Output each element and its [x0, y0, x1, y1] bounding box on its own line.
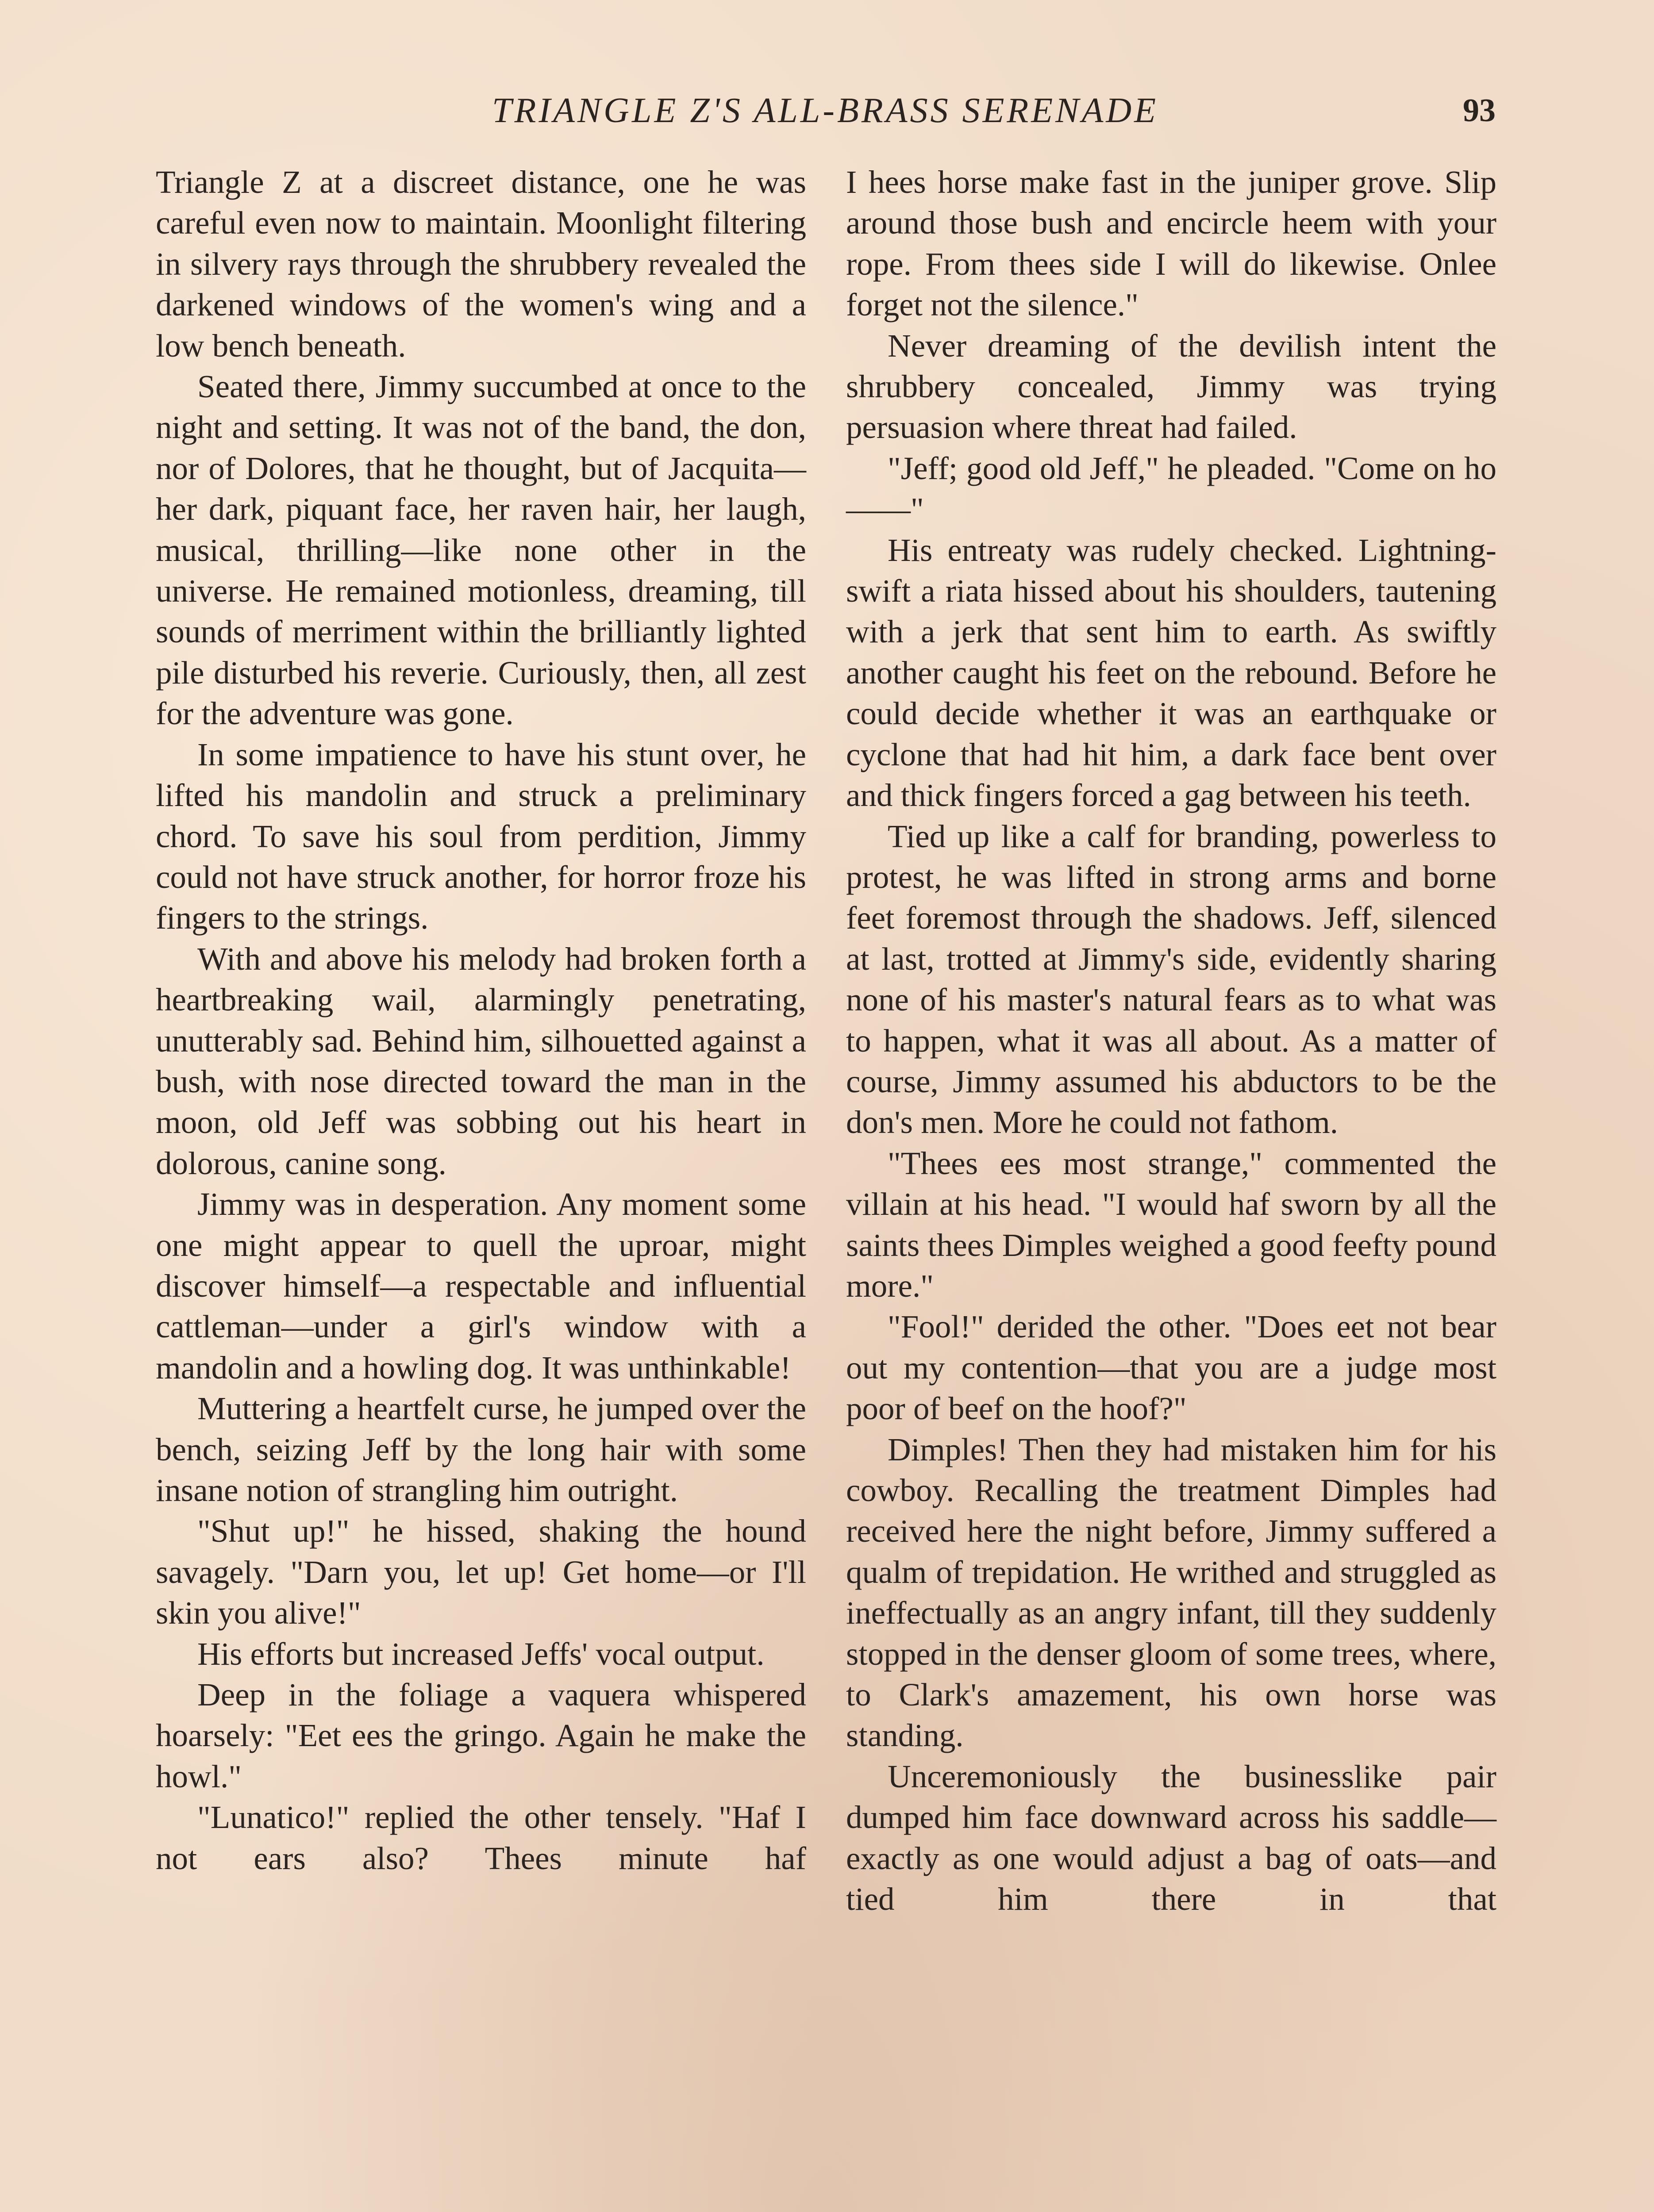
paragraph: I hees horse make fast in the juniper grove. Slip around those bush and encircle heem with your rope. From thees side I will do likewise. Onlee forget not the silence.": [846, 164, 1496, 323]
running-title: TRIANGLE Z'S ALL-BRASS SERENADE: [492, 91, 1159, 130]
paragraph: Seated there, Jimmy succumbed at once to the night and setting. It was not of the band, the don, nor of Dolores, that he thought, but of Jacquita—her dark, piquant face, her raven hair, her laugh, musical, thrilling—like none other in the universe. He remained motionless, dreaming, till sounds of merriment within the brilliantly lighted pile disturbed his reverie. Curiously, then, all zest for the adventure was gone.: [156, 369, 806, 732]
paragraph: Triangle Z at a discreet distance, one he was careful even now to maintain. Moonlight filtering in silvery rays through the shrubbery revealed the darkened windows of the women's wing and a low bench beneath.: [156, 164, 806, 364]
page-number: 93: [1463, 92, 1496, 129]
left-column: [156, 162, 806, 1879]
paragraph: His entreaty was rudely checked. Lightning-swift a riata hissed about his shoulders, tautening with a jerk that sent him to earth. As swiftly another caught his feet on the rebound. Before he could decide whether it was an earthquake or cyclone that had hit him, a dark face bent over and thick fingers forced a gag between his teeth.: [846, 532, 1496, 814]
paragraph: Muttering a heartfelt curse, he jumped over the bench, seizing Jeff by the long hair with some insane notion of strangling him outright.: [156, 1390, 806, 1508]
paragraph: His efforts but increased Jeffs' vocal output.: [197, 1636, 765, 1672]
paragraph: Deep in the foliage a vaquera whispered hoarsely: "Eet ees the gringo. Again he make the howl.": [156, 1677, 806, 1794]
paragraph: "Shut up!" he hissed, shaking the hound savagely. "Darn you, let up! Get home—or I'll skin you alive!": [156, 1513, 806, 1631]
paragraph: Tied up like a calf for branding, powerless to protest, he was lifted in strong arms and borne feet foremost through the shadows. Jeff, silenced at last, trotted at Jimmy's side, evidently sharing none of his master's natural fears as to what was to happen, what it was all about. As a matter of course, Jimmy assumed his abductors to be the don's men. More he could not fathom.: [846, 818, 1496, 1141]
paragraph: "Lunatico!" replied the other tensely. "Haf I not ears also? Thees minute haf: [156, 1799, 806, 1876]
paragraph: "Fool!" derided the other. "Does eet not bear out my contention—that you are a judge most poor of beef on the hoof?": [846, 1309, 1496, 1427]
paragraph: "Thees ees most strange," commented the villain at his head. "I would haf sworn by all the saints thees Dimples weighed a good feefty pound more.": [846, 1145, 1496, 1304]
paragraph: Dimples! Then they had mistaken him for his cowboy. Recalling the treatment Dimples had received here the night before, Jimmy suffered a qualm of trepidation. He writhed and struggled as ineffectually as an angry infant, till they suddenly stopped in the denser gloom of some trees, where, to Clark's amazement, his own horse was standing.: [846, 1431, 1496, 1754]
running-head: [155, 84, 1496, 137]
paragraph: Never dreaming of the devilish intent the shrubbery concealed, Jimmy was trying persuasion where threat had failed.: [846, 327, 1496, 445]
paragraph: Unceremoniously the businesslike pair dumped him face downward across his saddle—exactly as one would adjust a bag of oats—and tied him there in that: [846, 1758, 1496, 1917]
paragraph: In some impatience to have his stunt over, he lifted his mandolin and struck a preliminary chord. To save his soul from perdition, Jimmy could not have struck another, for horror froze his fingers to the strings.: [156, 736, 806, 936]
paragraph: Jimmy was in desperation. Any moment some one might appear to quell the uproar, might discover himself—a respectable and influential cattleman—under a girl's window with a mandolin and a howling dog. It was unthinkable!: [156, 1186, 806, 1386]
paragraph: With and above his melody had broken forth a heartbreaking wail, alarmingly penetrating, unutterably sad. Behind him, silhouetted against a bush, with nose directed toward the man in the moon, old Jeff was sobbing out his heart in dolorous, canine song.: [156, 941, 806, 1181]
paragraph: "Jeff; good old Jeff," he pleaded. "Come on ho——": [846, 450, 1496, 527]
right-column: [846, 162, 1496, 1920]
